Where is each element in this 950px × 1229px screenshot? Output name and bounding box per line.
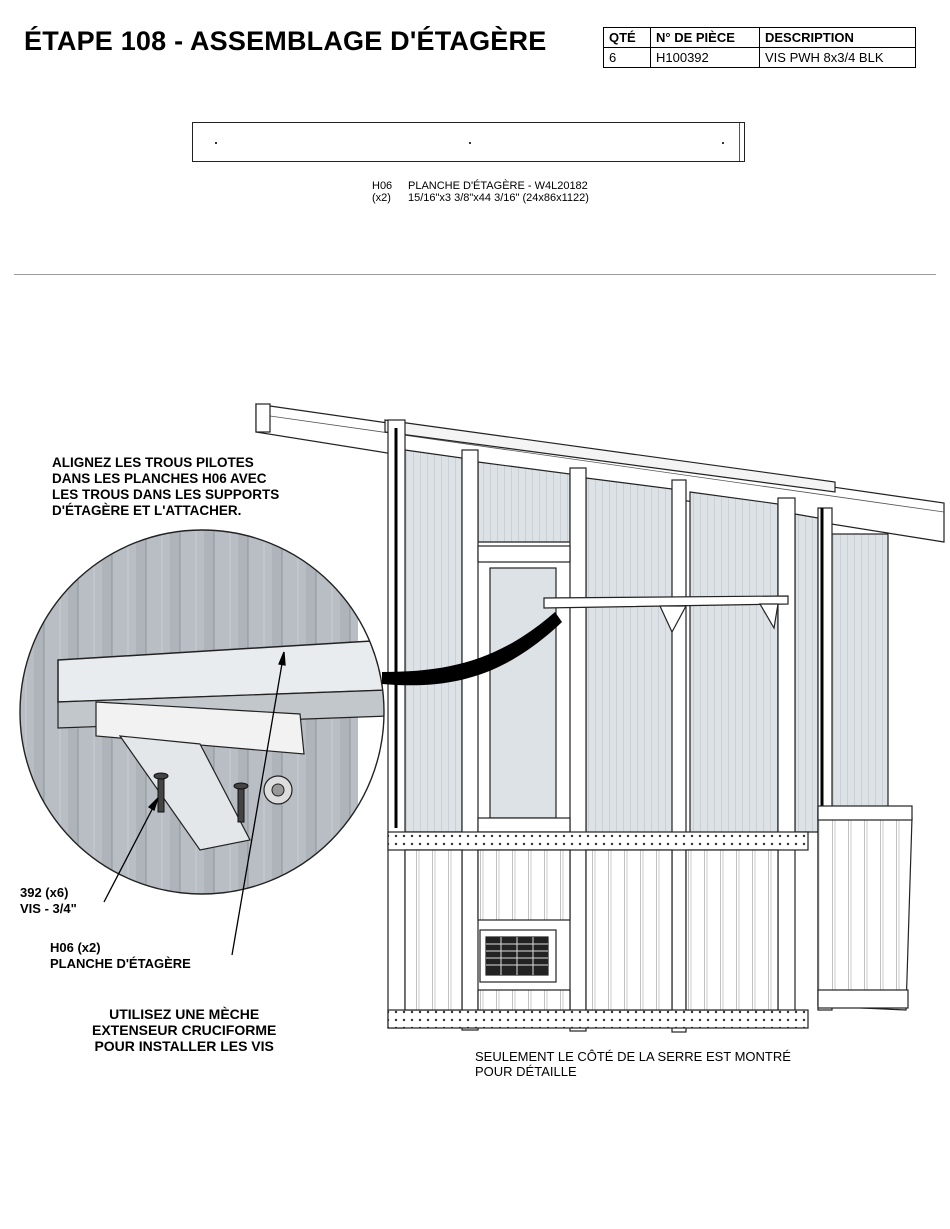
page-title: ÉTAPE 108 - ASSEMBLAGE D'ÉTAGÈRE (24, 26, 547, 56)
header-description: DESCRIPTION (760, 28, 916, 48)
screw-callout (20, 885, 77, 917)
plank-qty: H06 (x2) (50, 940, 101, 955)
part-code: H06 (372, 180, 393, 192)
bit-instruction (92, 1006, 276, 1054)
caption-line: POUR DÉTAILLE (475, 1064, 577, 1079)
align-line: LES TROUS DANS LES SUPPORTS (52, 487, 280, 502)
bit-line: POUR INSTALLER LES VIS (94, 1038, 274, 1054)
cell-description: VIS PWH 8x3/4 BLK (760, 48, 916, 68)
header-qty: QTÉ (604, 28, 651, 48)
screw-name: VIS - 3/4" (20, 901, 77, 916)
screw-qty: 392 (x6) (20, 885, 69, 900)
align-line: DANS LES PLANCHES H06 AVEC (52, 471, 267, 486)
part-name: PLANCHE D'ÉTAGÈRE - W4L20182 (408, 180, 588, 192)
cell-qty: 6 (604, 48, 651, 68)
align-line: D'ÉTAGÈRE ET L'ATTACHER. (52, 503, 242, 518)
cell-part-no: H100392 (651, 48, 760, 68)
align-line: ALIGNEZ LES TROUS PILOTES (52, 455, 254, 470)
bit-line: UTILISEZ UNE MÈCHE (109, 1006, 260, 1022)
bit-line: EXTENSEUR CRUCIFORME (92, 1022, 277, 1038)
illustration-caption (475, 1049, 791, 1079)
align-instruction (52, 455, 279, 519)
part-dimensions: 15/16"x3 3/8"x44 3/16" (24x86x1122) (408, 192, 589, 204)
part-qty: (x2) (372, 192, 391, 204)
plank-name: PLANCHE D'ÉTAGÈRE (50, 956, 191, 971)
header-part-no: N° DE PIÈCE (651, 28, 760, 48)
caption-line: SEULEMENT LE CÔTÉ DE LA SERRE EST MONTRÉ (475, 1049, 791, 1064)
plank-callout (50, 940, 191, 972)
